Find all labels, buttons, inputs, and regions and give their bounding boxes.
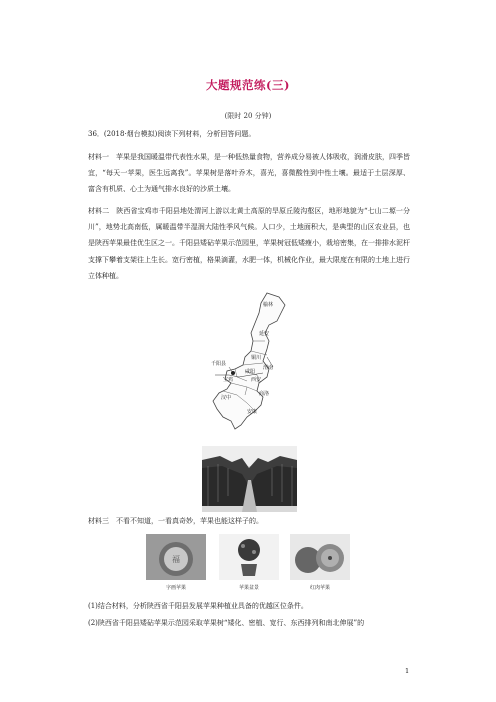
question-intro [88, 126, 410, 142]
map-label-hanzhong: 汉中 [221, 395, 232, 401]
map-label-ankang: 安康 [247, 409, 258, 415]
map-label-baoji: 宝鸡 [223, 377, 234, 383]
caption-apple-bonsai: 苹果盆景 [238, 585, 259, 591]
page-number: 1 [405, 667, 410, 675]
material-one [88, 149, 410, 198]
red-flesh-apple-image [290, 534, 350, 580]
map-label-qianyang: 千阳县 [211, 361, 227, 367]
question-one: (1)结合材料，分析陕西省千阳县发展苹果种植业具备的优越区位条件。 [88, 602, 308, 610]
calligraphy-apple-image [146, 534, 206, 580]
caption-calligraphy-apple: 字画苹果 [165, 585, 186, 591]
material-one-text: 材料一 苹果是我国暖温带代表性水果，是一种低热量食物，营养成分易被人体吸收，润滑皮肤，四季皆宜，“每天一苹果，医生远离我”。苹果树是落叶乔木，喜光，喜微酸性到中性土壤。最适于土层深厚、富含有机质、心土为通气排水良好的沙质土壤。 [88, 153, 410, 194]
question-intro-text: 36．(2018·烟台模拟)阅读下列材料，分析回答问题。 [88, 130, 256, 138]
orchard-photo [202, 446, 297, 512]
time-limit: (限时 20 分钟) [224, 112, 272, 120]
svg-text:福: 福 [172, 555, 180, 564]
map-label-tongchuan: 铜川 [251, 355, 262, 361]
material-two-text: 材料二 陕西省宝鸡市千阳县地处渭河上游以北黄土高原的旱原丘陵沟壑区，地形地貌为“七山二塬一分川”，地势北高南低，属暖温带半湿润大陆性季风气候。人口少，土地面积大，是典型的山区农业县，也是陕西苹果最佳优生区之一。千阳县矮砧苹果示范园里，苹果树冠低矮瘦小，栽培密集，在一排排水泥杆支撑下攀着支架往上生长。宽行密植，格果滴灌，水肥一体，机械化作业，最大限度在有限的土地上进行立体种植。 [88, 207, 410, 280]
map-label-xian: 西安 [251, 377, 262, 383]
map-label-yulin: 榆林 [263, 302, 274, 308]
map-label-shangluo: 商洛 [259, 391, 270, 397]
question-two: (2)陕西省千阳县矮砧苹果示范园采取苹果树“矮化、密植、宽行、东西排列和南北伸展”的 [88, 619, 365, 627]
material-three: 材料三 不看不知道，一看真奇妙，苹果也能这样子的。 [88, 517, 263, 525]
material-two [88, 203, 410, 284]
page-title: 大题规范练(三) [206, 78, 290, 92]
map-label-weinan: 渭南 [263, 365, 274, 371]
map-label-yanan: 延安 [259, 331, 270, 337]
shaanxi-map [207, 291, 293, 441]
caption-red-flesh-apple: 红肉苹果 [309, 585, 330, 591]
map-label-xianyang: 咸阳 [245, 369, 256, 375]
apple-bonsai-image [219, 534, 279, 580]
